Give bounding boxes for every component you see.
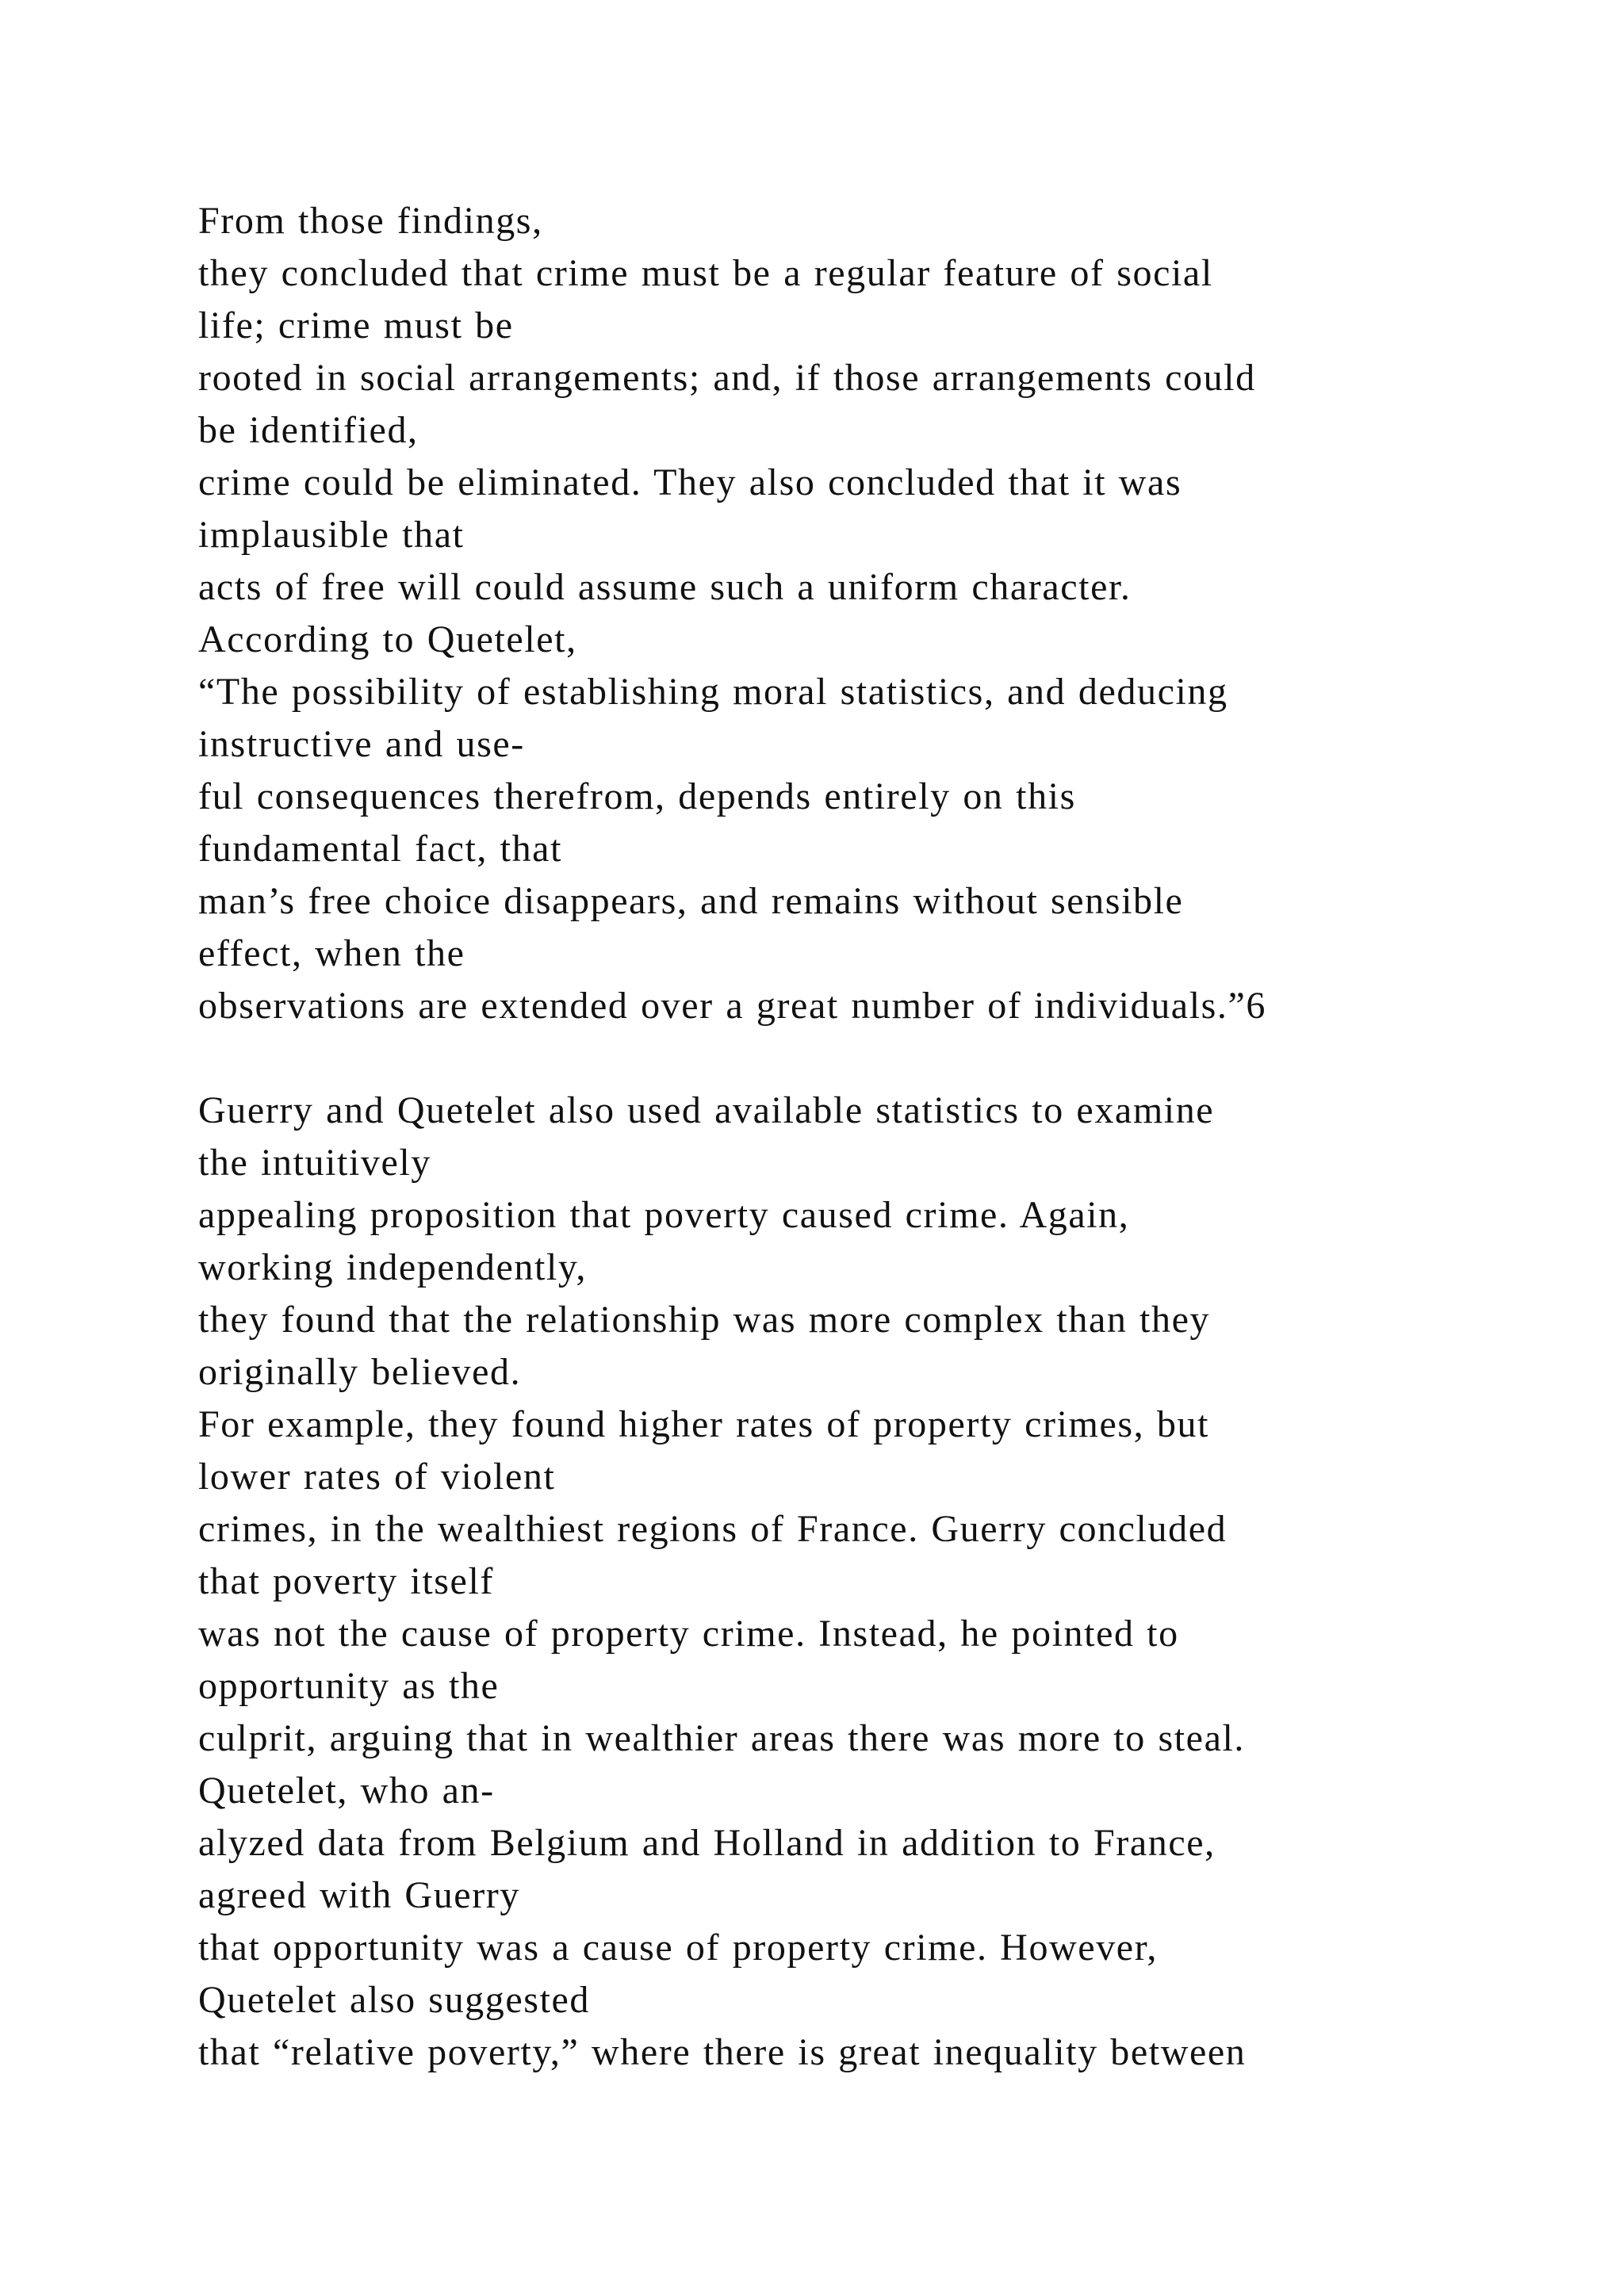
text-line: crime could be eliminated. They also concluded that it was	[198, 461, 1182, 503]
text-line: instructive and use-	[198, 723, 525, 765]
body-text	[198, 195, 1594, 2079]
text-line: that poverty itself	[198, 1560, 494, 1602]
text-line: Guerry and Quetelet also used available statistics to examine	[198, 1089, 1215, 1131]
text-line: Quetelet also suggested	[198, 1979, 591, 2021]
text-line: observations are extended over a great number of individuals.”6	[198, 985, 1267, 1027]
text-line: working independently,	[198, 1246, 587, 1288]
text-line: According to Quetelet,	[198, 618, 577, 660]
text-line: crimes, in the wealthiest regions of France. Guerry concluded	[198, 1508, 1228, 1550]
text-line: alyzed data from Belgium and Holland in addition to France,	[198, 1822, 1216, 1864]
text-line: effect, when the	[198, 932, 465, 974]
text-line: Quetelet, who an-	[198, 1770, 495, 1812]
text-line: acts of free will could assume such a uniform character.	[198, 566, 1132, 608]
text-line: the intuitively	[198, 1142, 431, 1184]
text-line: was not the cause of property crime. Instead, he pointed to	[198, 1613, 1179, 1655]
text-line: From those findings,	[198, 200, 543, 242]
text-line: that opportunity was a cause of property crime. However,	[198, 1927, 1158, 1969]
text-line: that “relative poverty,” where there is great inequality between	[198, 2031, 1247, 2073]
text-line: “The possibility of establishing moral statistics, and deducing	[198, 671, 1228, 713]
paragraph-break	[198, 1032, 1594, 1085]
text-line: life; crime must be	[198, 304, 514, 346]
text-line: fundamental fact, that	[198, 828, 563, 870]
text-line: appealing proposition that poverty caused crime. Again,	[198, 1194, 1130, 1236]
text-line: originally believed.	[198, 1351, 522, 1393]
text-line: they concluded that crime must be a regular feature of social	[198, 252, 1213, 294]
text-line: ful consequences therefrom, depends entirely on this	[198, 775, 1076, 817]
paragraph-2	[198, 1085, 1594, 2079]
text-line: implausible that	[198, 514, 465, 556]
paragraph-1	[198, 195, 1594, 1032]
text-line: man’s free choice disappears, and remains without sensible	[198, 880, 1184, 922]
text-line: agreed with Guerry	[198, 1874, 520, 1916]
text-line: they found that the relationship was more complex than they	[198, 1299, 1211, 1341]
text-line: be identified,	[198, 409, 419, 451]
text-line: culprit, arguing that in wealthier areas there was more to steal.	[198, 1717, 1246, 1759]
text-line: opportunity as the	[198, 1665, 500, 1707]
text-line: For example, they found higher rates of property crimes, but	[198, 1403, 1209, 1445]
text-line: lower rates of violent	[198, 1456, 556, 1498]
text-line: rooted in social arrangements; and, if those arrangements could	[198, 357, 1256, 399]
